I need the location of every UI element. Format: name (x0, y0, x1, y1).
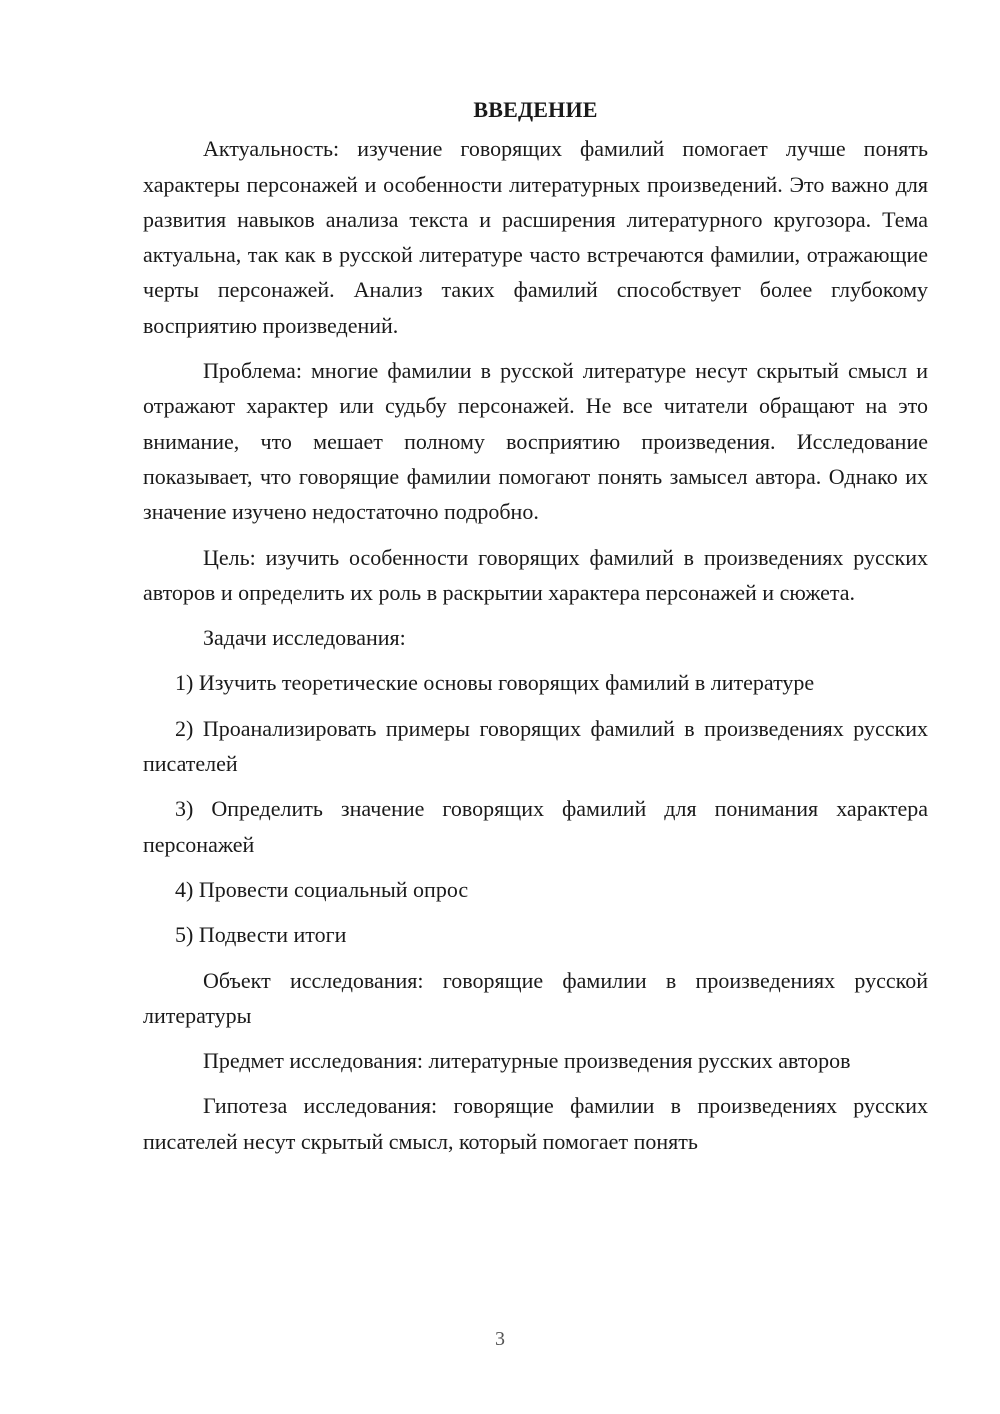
document-page (143, 92, 928, 1169)
task-item-5: 5) Подвести итоги (175, 922, 347, 948)
task-item-2: 2) Проанализировать примеры говорящих фамилий в произведениях русских писателей (143, 715, 928, 777)
task-item-4: 4) Провести социальный опрос (175, 876, 469, 902)
task-item-1: 1) Изучить теоретические основы говорящих фамилий в литературе (175, 670, 815, 696)
task-item-3: 3) Определить значение говорящих фамилий для понимания характера персонажей (143, 796, 928, 857)
subject-paragraph: Предмет исследования: литературные произведения русских авторов (203, 1048, 851, 1074)
goal-paragraph: Цель: изучить особенности говорящих фамилий в произведениях русских авторов и определить их роль в раскрытии характера персонажей и сюжета. (143, 544, 928, 605)
page-title: ВВЕДЕНИЕ (473, 97, 598, 122)
page-number: 3 (495, 1328, 505, 1350)
hypothesis-paragraph: Гипотеза исследования: говорящие фамилии в произведениях русских писателей несут скрытый смысл, который помогает понять (143, 1093, 928, 1154)
tasks-intro: Задачи исследования: (203, 625, 406, 651)
problem-paragraph: Проблема: многие фамилии в русской литературе несут скрытый смысл и отражают характер или судьбу персонажей. Не все читатели обращают на это внимание, что мешает полному восприятию произведения. Исследование показывает, что говорящие фамилии помогают понять замысел автора. Однако их значение изучено недостаточно подробно. (143, 358, 928, 525)
object-paragraph: Объект исследования: говорящие фамилии в произведениях русской литературы (143, 967, 928, 1028)
relevance-paragraph: Актуальность: изучение говорящих фамилий помогает лучше понять характеры персонажей и особенности литературных произведений. Это важно для развития навыков анализа текста и расширения литературного кругозора. Тема актуальна, так как в русской литературе часто встречаются фамилии, отражающие черты персонажей. Анализ таких фамилий способствует более глубокому восприятию произведений. (143, 136, 928, 338)
